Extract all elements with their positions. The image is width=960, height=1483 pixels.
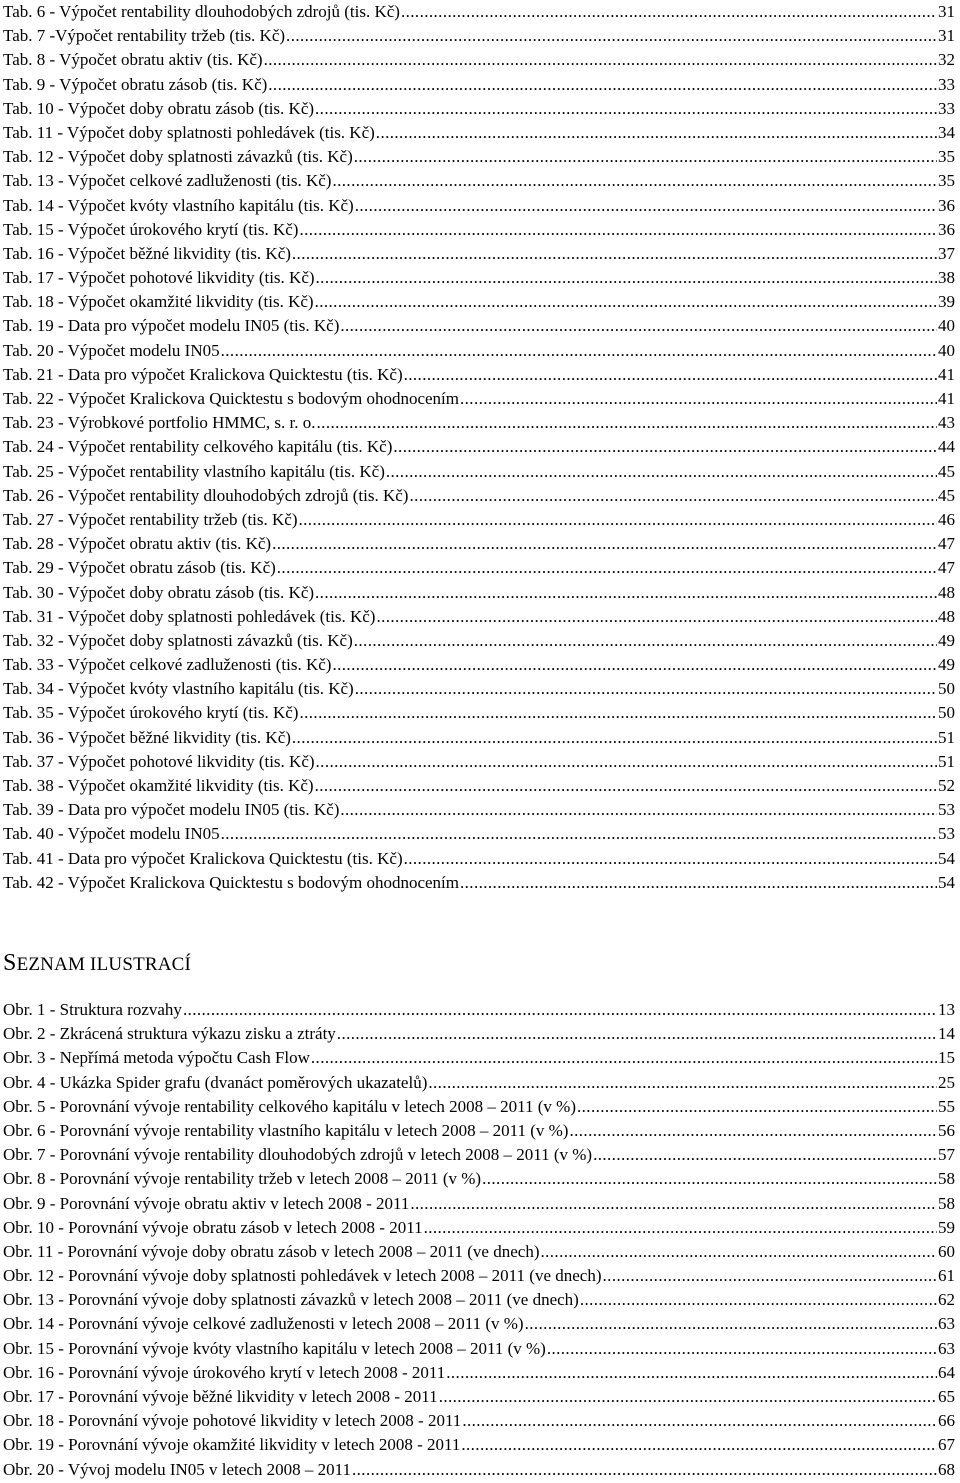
figures-heading-initial: S	[3, 950, 17, 976]
toc-entry-table-label: Tab. 8 - Výpočet obratu aktiv (tis. Kč)	[3, 50, 263, 70]
toc-entry-table-label: Tab. 35 - Výpočet úrokového krytí (tis. Kč)	[3, 703, 299, 723]
dot-leader	[299, 701, 937, 725]
toc-entry-figure[interactable]	[3, 1119, 955, 1143]
toc-entry-figure-page-number: 58	[938, 1193, 955, 1213]
toc-entry-table-label: Tab. 28 - Výpočet obratu aktiv (tis. Kč)	[3, 534, 272, 554]
dot-leader	[355, 677, 937, 701]
toc-entry-table-page-number: 36	[938, 219, 955, 239]
toc-entry-figure-label: Obr. 3 - Nepřímá metoda výpočtu Cash Flow	[3, 1048, 310, 1068]
toc-entry-table[interactable]	[3, 750, 955, 774]
toc-entry-figure[interactable]	[3, 998, 955, 1022]
dot-leader	[593, 1143, 937, 1167]
dot-leader	[462, 1409, 937, 1433]
dot-leader	[401, 0, 937, 24]
toc-entry-figure-label: Obr. 5 - Porovnání vývoje rentability celkového kapitálu v letech 2008 – 2011 (v %)	[3, 1096, 576, 1116]
toc-entry-table-label: Tab. 33 - Výpočet celkové zadluženosti (tis. Kč)	[3, 655, 332, 675]
toc-entry-table[interactable]	[3, 0, 955, 24]
toc-entry-table[interactable]	[3, 145, 955, 169]
toc-entry-table-page-number: 53	[938, 824, 955, 844]
toc-entry-table-label: Tab. 11 - Výpočet doby splatnosti pohledávek (tis. Kč)	[3, 122, 375, 142]
toc-entry-figure-label: Obr. 2 - Zkrácená struktura výkazu zisku a ztráty	[3, 1024, 336, 1044]
toc-entry-figure-page-number: 59	[938, 1217, 955, 1237]
toc-entry-figure-label: Obr. 9 - Porovnání vývoje obratu aktiv v letech 2008 - 2011	[3, 1193, 410, 1213]
toc-entry-table[interactable]	[3, 653, 955, 677]
dot-leader	[439, 1385, 937, 1409]
toc-entry-figure-page-number: 61	[938, 1266, 955, 1286]
toc-entry-table-page-number: 54	[938, 872, 955, 892]
toc-entry-table-page-number: 35	[938, 171, 955, 191]
toc-entry-figure-page-number: 56	[938, 1120, 955, 1140]
toc-entry-figure-page-number: 62	[938, 1290, 955, 1310]
toc-entry-table-page-number: 45	[938, 485, 955, 505]
toc-entry-table[interactable]	[3, 871, 955, 895]
toc-entry-figure-label: Obr. 12 - Porovnání vývoje doby splatnosti pohledávek v letech 2008 – 2011 (ve dnech)	[3, 1266, 602, 1286]
toc-entry-table[interactable]	[3, 314, 955, 338]
toc-entry-table[interactable]	[3, 435, 955, 459]
toc-entry-figure[interactable]	[3, 1143, 955, 1167]
dot-leader	[337, 1022, 937, 1046]
dot-leader	[460, 871, 937, 895]
dot-leader	[424, 1216, 937, 1240]
toc-entry-table[interactable]	[3, 97, 955, 121]
toc-entry-table-page-number: 47	[938, 558, 955, 578]
toc-entry-table-page-number: 34	[938, 122, 955, 142]
dot-leader	[482, 1167, 937, 1191]
dot-leader	[461, 1433, 937, 1457]
dot-leader	[580, 1288, 937, 1312]
toc-entry-table-page-number: 52	[938, 776, 955, 795]
toc-entry-table-page-number: 40	[938, 340, 955, 360]
toc-entry-table[interactable]	[3, 218, 955, 242]
dot-leader	[317, 411, 937, 435]
figure-list	[3, 998, 955, 1482]
toc-entry-table-label: Tab. 37 - Výpočet pohotové likvidity (tis. Kč)	[3, 751, 315, 771]
toc-entry-table-label: Tab. 39 - Data pro výpočet modelu IN05 (tis. Kč)	[3, 800, 340, 820]
toc-entry-table-page-number: 50	[938, 679, 955, 699]
dot-leader	[268, 73, 937, 97]
toc-entry-figure-label: Obr. 19 - Porovnání vývoje okamžité likvidity v letech 2008 - 2011	[3, 1435, 461, 1455]
toc-entry-table[interactable]	[3, 363, 955, 387]
toc-entry-table-page-number: 45	[938, 461, 955, 481]
toc-entry-figure-label: Obr. 11 - Porovnání vývoje doby obratu zásob v letech 2008 – 2011 (ve dnech)	[3, 1241, 540, 1261]
figures-heading-rest: EZNAM ILUSTRACÍ	[16, 954, 192, 975]
dot-leader	[446, 1361, 937, 1385]
toc-entry-table-page-number: 51	[938, 727, 955, 747]
toc-entry-table[interactable]	[3, 121, 955, 145]
dot-leader	[569, 1119, 937, 1143]
toc-entry-figure[interactable]	[3, 1071, 955, 1095]
dot-leader	[340, 798, 937, 822]
toc-entry-table[interactable]	[3, 581, 955, 605]
toc-entry-table-page-number: 31	[938, 26, 955, 46]
toc-entry-figure[interactable]	[3, 1167, 955, 1191]
toc-entry-table[interactable]	[3, 169, 955, 193]
toc-entry-table-page-number: 47	[938, 534, 955, 554]
toc-entry-table[interactable]	[3, 798, 955, 822]
dot-leader	[292, 726, 937, 750]
dot-leader	[286, 24, 937, 48]
dot-leader	[292, 242, 937, 266]
toc-entry-table[interactable]	[3, 774, 955, 798]
toc-entry-table[interactable]	[3, 411, 955, 435]
toc-entry-table[interactable]	[3, 48, 955, 72]
toc-entry-figure-label: Obr. 7 - Porovnání vývoje rentability dlouhodobých zdrojů v letech 2008 – 2011 (v %)	[3, 1145, 593, 1165]
toc-entry-table-label: Tab. 13 - Výpočet celkové zadluženosti (tis. Kč)	[3, 171, 332, 191]
toc-entry-figure-label: Obr. 6 - Porovnání vývoje rentability vlastního kapitálu v letech 2008 – 2011 (v %)	[3, 1120, 569, 1140]
toc-entry-table[interactable]	[3, 677, 955, 701]
dot-leader	[410, 1192, 937, 1216]
toc-entry-table-label: Tab. 20 - Výpočet modelu IN05	[3, 340, 220, 360]
dot-leader	[299, 508, 938, 532]
dot-leader	[547, 1337, 937, 1361]
toc-entry-table[interactable]	[3, 508, 955, 532]
toc-entry-table-label: Tab. 40 - Výpočet modelu IN05	[3, 824, 220, 844]
toc-entry-figure-label: Obr. 20 - Vývoj modelu IN05 v letech 2008 – 2011	[3, 1459, 351, 1479]
toc-entry-table-label: Tab. 12 - Výpočet doby splatnosti závazků (tis. Kč)	[3, 147, 353, 167]
toc-entry-table-page-number: 40	[938, 316, 955, 336]
toc-entry-table[interactable]	[3, 605, 955, 629]
toc-entry-figure-page-number: 63	[938, 1338, 955, 1358]
toc-entry-figure[interactable]	[3, 1192, 955, 1216]
toc-entry-table-page-number: 39	[938, 292, 955, 312]
toc-entry-table[interactable]	[3, 460, 955, 484]
toc-entry-figure[interactable]	[3, 1240, 955, 1264]
toc-entry-figure[interactable]	[3, 1409, 955, 1433]
toc-entry-table-label: Tab. 22 - Výpočet Kralickova Quicktestu s bodovým ohodnocením	[3, 389, 459, 408]
toc-entry-table-label: Tab. 19 - Data pro výpočet modelu IN05 (tis. Kč)	[3, 316, 340, 336]
dot-leader	[332, 653, 937, 677]
toc-entry-figure-label: Obr. 14 - Porovnání vývoje celkové zadluženosti v letech 2008 – 2011 (v %)	[3, 1314, 524, 1334]
toc-entry-figure[interactable]	[3, 1361, 955, 1385]
toc-entry-figure-label: Obr. 17 - Porovnání vývoje běžné likvidity v letech 2008 - 2011	[3, 1387, 438, 1406]
toc-entry-table-page-number: 35	[938, 147, 955, 167]
toc-entry-table[interactable]	[3, 532, 955, 556]
toc-entry-figure-label: Obr. 8 - Porovnání vývoje rentability tržeb v letech 2008 – 2011 (v %)	[3, 1169, 482, 1189]
toc-entry-figure-label: Obr. 1 - Struktura rozvahy	[3, 1000, 182, 1019]
dot-leader	[577, 1095, 937, 1119]
toc-entry-table-page-number: 48	[938, 582, 955, 602]
dot-leader	[428, 1071, 937, 1095]
dot-leader	[376, 121, 937, 145]
toc-entry-table-label: Tab. 26 - Výpočet rentability dlouhodobých zdrojů (tis. Kč)	[3, 485, 409, 505]
dot-leader	[404, 363, 937, 387]
toc-entry-table-page-number: 41	[938, 389, 955, 408]
dot-leader	[221, 339, 937, 363]
dot-leader	[264, 48, 937, 72]
toc-entry-figure[interactable]	[3, 1288, 955, 1312]
dot-leader	[354, 629, 937, 653]
toc-entry-table-label: Tab. 9 - Výpočet obratu zásob (tis. Kč)	[3, 74, 268, 94]
toc-entry-table-page-number: 51	[938, 751, 955, 771]
toc-entry-figure-page-number: 66	[938, 1411, 955, 1431]
toc-entry-figure-page-number: 65	[938, 1387, 955, 1406]
toc-entry-table[interactable]	[3, 339, 955, 363]
toc-entry-table-label: Tab. 36 - Výpočet běžné likvidity (tis. Kč)	[3, 727, 291, 747]
table-list	[3, 0, 955, 895]
toc-entry-figure-page-number: 64	[938, 1362, 955, 1382]
toc-entry-table-page-number: 33	[938, 74, 955, 94]
toc-entry-table-page-number: 36	[938, 195, 955, 215]
toc-entry-table-label: Tab. 10 - Výpočet doby obratu zásob (tis. Kč)	[3, 98, 315, 118]
toc-entry-table-page-number: 41	[938, 364, 955, 384]
toc-entry-table[interactable]	[3, 194, 955, 218]
toc-entry-table[interactable]	[3, 629, 955, 653]
dot-leader	[354, 145, 937, 169]
toc-entry-table-label: Tab. 31 - Výpočet doby splatnosti pohledávek (tis. Kč)	[3, 606, 376, 626]
toc-entry-table-page-number: 31	[938, 2, 955, 21]
toc-entry-figure[interactable]	[3, 1095, 955, 1119]
toc-entry-table-page-number: 48	[938, 606, 955, 626]
toc-entry-table-page-number: 43	[938, 413, 955, 433]
dot-leader	[332, 169, 937, 193]
toc-entry-table-page-number: 46	[938, 509, 955, 529]
toc-entry-table-page-number: 54	[938, 848, 955, 868]
toc-entry-table-label: Tab. 25 - Výpočet rentability vlastního kapitálu (tis. Kč)	[3, 461, 385, 481]
toc-entry-figure[interactable]	[3, 1385, 955, 1409]
dot-leader	[409, 484, 937, 508]
dot-leader	[315, 97, 937, 121]
dot-leader	[221, 822, 937, 846]
toc-entry-table-label: Tab. 7 -Výpočet rentability tržeb (tis. Kč)	[3, 26, 286, 46]
toc-entry-figure[interactable]	[3, 1458, 955, 1482]
toc-entry-figure[interactable]	[3, 1022, 955, 1046]
toc-entry-table-page-number: 32	[938, 50, 955, 70]
dot-leader	[183, 998, 937, 1022]
toc-entry-figure-page-number: 57	[938, 1145, 955, 1165]
toc-entry-figure[interactable]	[3, 1337, 955, 1361]
toc-entry-figure-page-number: 58	[938, 1169, 955, 1189]
toc-entry-table-page-number: 37	[938, 243, 955, 263]
toc-entry-table-label: Tab. 15 - Výpočet úrokového krytí (tis. Kč)	[3, 219, 299, 239]
toc-entry-figure-label: Obr. 13 - Porovnání vývoje doby splatnosti závazků v letech 2008 – 2011 (ve dnech)	[3, 1290, 579, 1310]
toc-entry-figure-page-number: 25	[938, 1072, 955, 1092]
dot-leader	[376, 605, 937, 629]
toc-entry-table[interactable]	[3, 822, 955, 846]
toc-entry-table-page-number: 33	[938, 98, 955, 118]
dot-leader	[299, 218, 937, 242]
toc-entry-table[interactable]	[3, 484, 955, 508]
dot-leader	[525, 1312, 937, 1336]
toc-entry-figure[interactable]	[3, 1312, 955, 1336]
toc-entry-table-page-number: 50	[938, 703, 955, 723]
toc-entry-table-label: Tab. 34 - Výpočet kvóty vlastního kapitálu (tis. Kč)	[3, 679, 354, 699]
toc-entry-figure-label: Obr. 16 - Porovnání vývoje úrokového krytí v letech 2008 - 2011	[3, 1362, 446, 1382]
toc-entry-table-label: Tab. 27 - Výpočet rentability tržeb (tis. Kč)	[3, 509, 298, 529]
dot-leader	[460, 387, 937, 411]
toc-entry-table[interactable]	[3, 387, 955, 411]
dot-leader	[272, 532, 937, 556]
toc-entry-table-label: Tab. 32 - Výpočet doby splatnosti závazků (tis. Kč)	[3, 630, 353, 650]
toc-entry-table-label: Tab. 16 - Výpočet běžné likvidity (tis. Kč)	[3, 243, 291, 263]
toc-entry-table-label: Tab. 17 - Výpočet pohotové likvidity (tis. Kč)	[3, 268, 315, 288]
toc-entry-table-page-number: 49	[938, 655, 955, 675]
toc-entry-table[interactable]	[3, 242, 955, 266]
toc-entry-figure-page-number: 15	[938, 1048, 955, 1068]
toc-entry-figure-page-number: 14	[938, 1024, 955, 1044]
dot-leader	[311, 1046, 937, 1070]
toc-entry-figure[interactable]	[3, 1433, 955, 1457]
toc-entry-table-label: Tab. 21 - Data pro výpočet Kralickova Quicktestu (tis. Kč)	[3, 364, 403, 384]
toc-entry-figure-label: Obr. 10 - Porovnání vývoje obratu zásob v letech 2008 - 2011	[3, 1217, 423, 1237]
dot-leader	[315, 774, 937, 798]
toc-entry-table-label: Tab. 29 - Výpočet obratu zásob (tis. Kč)	[3, 558, 276, 578]
dot-leader	[315, 290, 937, 314]
toc-entry-figure-page-number: 55	[938, 1096, 955, 1116]
figures-heading	[3, 950, 191, 977]
toc-entry-figure[interactable]	[3, 1046, 955, 1070]
dot-leader	[404, 847, 937, 871]
toc-entry-table-label: Tab. 23 - Výrobkové portfolio HMMC, s. r. o.	[3, 413, 316, 433]
toc-entry-table-page-number: 49	[938, 630, 955, 650]
toc-entry-table-label: Tab. 24 - Výpočet rentability celkového kapitálu (tis. Kč)	[3, 437, 393, 457]
dot-leader	[355, 194, 937, 218]
toc-entry-table-page-number: 38	[938, 268, 955, 288]
dot-leader	[340, 314, 937, 338]
toc-entry-figure-label: Obr. 4 - Ukázka Spider grafu (dvanáct poměrových ukazatelů)	[3, 1072, 428, 1092]
dot-leader	[603, 1264, 937, 1288]
toc-entry-figure[interactable]	[3, 1264, 955, 1288]
toc-entry-table-label: Tab. 18 - Výpočet okamžité likvidity (tis. Kč)	[3, 292, 314, 312]
toc-entry-table[interactable]	[3, 726, 955, 750]
toc-entry-figure-label: Obr. 15 - Porovnání vývoje kvóty vlastního kapitálu v letech 2008 – 2011 (v %)	[3, 1338, 546, 1358]
dot-leader	[316, 750, 937, 774]
toc-entry-table-label: Tab. 38 - Výpočet okamžité likvidity (tis. Kč)	[3, 776, 314, 795]
toc-entry-table[interactable]	[3, 701, 955, 725]
dot-leader	[386, 460, 937, 484]
toc-entry-table-label: Tab. 41 - Data pro výpočet Kralickova Quicktestu (tis. Kč)	[3, 848, 403, 868]
toc-entry-figure-page-number: 67	[938, 1435, 955, 1455]
dot-leader	[277, 556, 937, 580]
dot-leader	[316, 266, 937, 290]
toc-entry-table-label: Tab. 14 - Výpočet kvóty vlastního kapitálu (tis. Kč)	[3, 195, 354, 215]
toc-entry-table-label: Tab. 6 - Výpočet rentability dlouhodobých zdrojů (tis. Kč)	[3, 2, 400, 21]
toc-entry-table[interactable]	[3, 556, 955, 580]
toc-entry-table[interactable]	[3, 847, 955, 871]
dot-leader	[540, 1240, 937, 1264]
toc-entry-table[interactable]	[3, 73, 955, 97]
toc-entry-table[interactable]	[3, 290, 955, 314]
toc-entry-table[interactable]	[3, 266, 955, 290]
toc-entry-table-page-number: 53	[938, 800, 955, 820]
dot-leader	[393, 435, 937, 459]
dot-leader	[315, 581, 937, 605]
toc-entry-table-page-number: 44	[938, 437, 955, 457]
toc-entry-figure-page-number: 60	[938, 1241, 955, 1261]
toc-entry-figure-label: Obr. 18 - Porovnání vývoje pohotové likvidity v letech 2008 - 2011	[3, 1411, 462, 1431]
toc-entry-figure-page-number: 68	[938, 1459, 955, 1479]
toc-entry-table-label: Tab. 42 - Výpočet Kralickova Quicktestu s bodovým ohodnocením	[3, 872, 459, 892]
dot-leader	[352, 1458, 937, 1482]
toc-entry-table-label: Tab. 30 - Výpočet doby obratu zásob (tis. Kč)	[3, 582, 315, 602]
toc-entry-figure[interactable]	[3, 1216, 955, 1240]
toc-entry-figure-page-number: 63	[938, 1314, 955, 1334]
toc-entry-figure-page-number: 13	[938, 1000, 955, 1019]
toc-entry-table[interactable]	[3, 24, 955, 48]
